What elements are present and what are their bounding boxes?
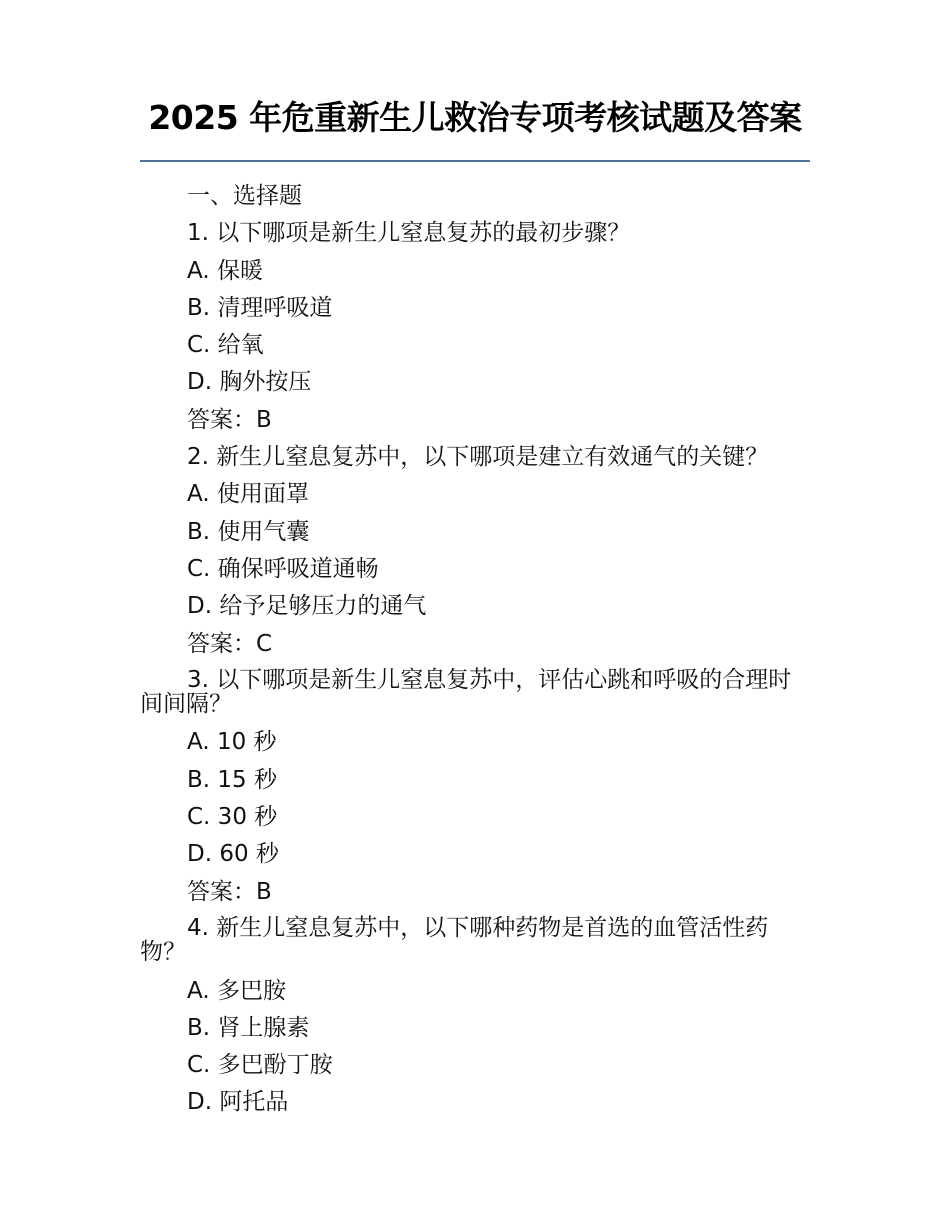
question-answer: 答案：B: [187, 878, 272, 905]
question-option: B. 清理呼吸道: [187, 294, 333, 321]
question-option: A. 使用面罩: [187, 481, 309, 508]
question-answer: 答案：C: [187, 630, 273, 657]
question-option: B. 使用气囊: [187, 518, 310, 545]
question-option: B. 15 秒: [187, 766, 277, 793]
document-body: [140, 178, 810, 1122]
question-stem: 2. 新生儿窒息复苏中，以下哪项是建立有效通气的关键？: [187, 444, 769, 471]
question-option: D. 60 秒: [187, 841, 279, 868]
question-stem: 3. 以下哪项是新生儿窒息复苏中，评估心跳和呼吸的合理时间间隔？: [140, 666, 792, 717]
question-option: C. 多巴酚丁胺: [187, 1052, 333, 1079]
question-option: C. 确保呼吸道通畅: [187, 555, 379, 582]
question-option: B. 肾上腺素: [187, 1014, 310, 1041]
document-title: 2025 年危重新生儿救治专项考核试题及答案: [148, 98, 802, 137]
question-answer: 答案：B: [187, 406, 272, 433]
question-option: D. 阿托品: [187, 1089, 289, 1116]
question-option: A. 10 秒: [187, 729, 277, 756]
question-option: D. 给予足够压力的通气: [187, 593, 427, 620]
question-stem: 4. 新生儿窒息复苏中，以下哪种药物是首选的血管活性药物？: [140, 914, 769, 965]
question-stem: 1. 以下哪项是新生儿窒息复苏的最初步骤？: [187, 220, 631, 247]
question-option: C. 30 秒: [187, 804, 278, 831]
question-option: A. 多巴胺: [187, 977, 286, 1004]
question-option: A. 保暖: [187, 257, 263, 284]
question-option: D. 胸外按压: [187, 369, 312, 396]
question-option: C. 给氧: [187, 332, 264, 359]
section-heading: 一、选择题: [187, 183, 302, 209]
title-divider: [140, 160, 810, 162]
